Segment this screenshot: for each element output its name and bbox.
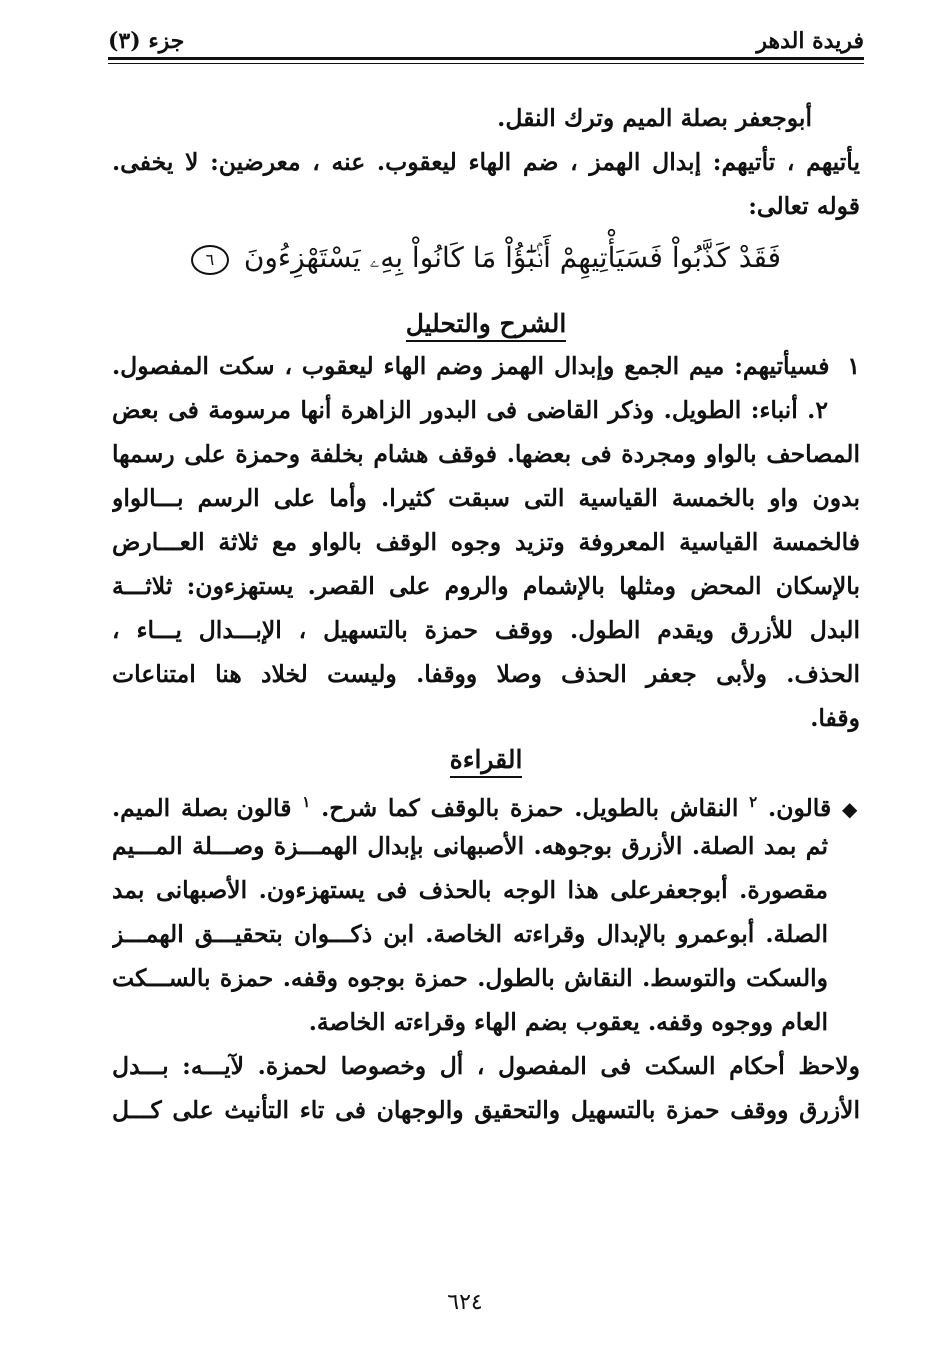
header-rule-thin (108, 63, 864, 64)
section-heading-commentary: الشرح والتحليل (112, 304, 860, 344)
reading-line: الصلة. أبوعمرو بالإبدال وقراءته الخاصة. ابن ذكـــوان بتحقيـــق الهمـــز (112, 920, 828, 948)
section-heading-reading: القراءة (112, 740, 860, 780)
reading-line-1: ◆ قالون. $^٢$ النقاش بالطويل. حمزة بالوقف كما شرح. $^١$ قالون بصلة الميم. (112, 793, 860, 822)
closing-line: الأزرق ووقف حمزة بالتسهيل والتحقيق والوجهان فى تاء التأنيث على كـــل (112, 1096, 860, 1124)
commentary-line: البدل للأزرق ويقدم الطول. ووقف حمزة بالتسهيل ، الإبـــدال يـــاء ، (112, 616, 860, 644)
verse-number-marker: ٦ (191, 245, 229, 275)
book-title: فريدة الدهر (756, 28, 864, 54)
intro-line-1: أبوجعفر بصلة الميم وترك النقل. (497, 104, 812, 132)
commentary-line: المصاحف بالواو ومجردة فى بعضها. فوقف هشام بخلفة وحمزة على رسمها (112, 440, 860, 468)
header-rule (108, 57, 864, 60)
page-body (112, 96, 860, 1132)
commentary-item-1: ١ فسيأتيهم: ميم الجمع وإبدال الهمز وضم الهاء ليعقوب ، سكت المفصول. (112, 344, 860, 388)
commentary-line: وقفا. (810, 704, 860, 732)
reading-line: العام ووجوه وقفه. يعقوب بضم الهاء وقراءته الخاصة. (308, 1008, 828, 1036)
verse-text: فَقَدْ كَذَّبُواْ فَسَيَأْتِيهِمْ أَنۢبَٰٓؤُاْ مَا كَانُواْ بِهِۦ يَسْتَهْزِءُونَ (243, 241, 782, 274)
volume-label: جزء (٣) (108, 28, 185, 54)
commentary-line: بالإسكان المحض ومثلها بالإشمام والروم على القصر. يستهزءون: ثلاثـــة (112, 572, 860, 600)
quran-verse (112, 228, 860, 288)
reading-line: مقصورة. أبوجعفرعلى هذا الوجه بالحذف فى يستهزءون. الأصبهانى بمد (112, 876, 828, 904)
page-number: ٦٢٤ (447, 1290, 483, 1315)
intro-line-3: قوله تعالى: (748, 192, 860, 220)
diamond-bullet-icon: ◆ (842, 796, 860, 821)
commentary-line: ٢. أنباء: الطويل. وذكر القاضى فى البدور الزاهرة أنها مرسومة فى بعض (112, 396, 828, 424)
commentary-line: فالخمسة القياسية المعروفة وتزيد وجوه الوقف بالواو مع ثلاثة العـــارض (112, 528, 860, 556)
intro-line-2: يأتيهم ، تأتيهم: إبدال الهمز ، ضم الهاء ليعقوب. عنه ، معرضين: لا يخفى. (112, 148, 860, 176)
footnote-marker: ١ (302, 793, 311, 811)
reading-line: والسكت والتوسط. النقاش بالطول. حمزة بوجوه وقفه. حمزة بالســـكت (112, 964, 828, 992)
commentary-line: الحذف. ولأبى جعفر الحذف وصلا ووقفا. وليست لخلاد هنا امتناعات (112, 660, 860, 688)
running-header (108, 22, 864, 60)
footnote-marker: ٢ (749, 793, 758, 811)
closing-line: ولاحظ أحكام السكت فى المفصول ، أل وخصوصا لحمزة. لآيـــه: بـــدل (112, 1052, 860, 1080)
commentary-line: بدون واو بالخمسة القياسية التى سبقت كثيرا. وأما على الرسم بـــالواو (112, 484, 860, 512)
reading-line: ثم بمد الصلة. الأزرق بوجوهه. الأصبهانى بإبدال الهمـــزة وصـــلة المـــيم (112, 832, 828, 860)
item-number: ١ (847, 352, 860, 380)
